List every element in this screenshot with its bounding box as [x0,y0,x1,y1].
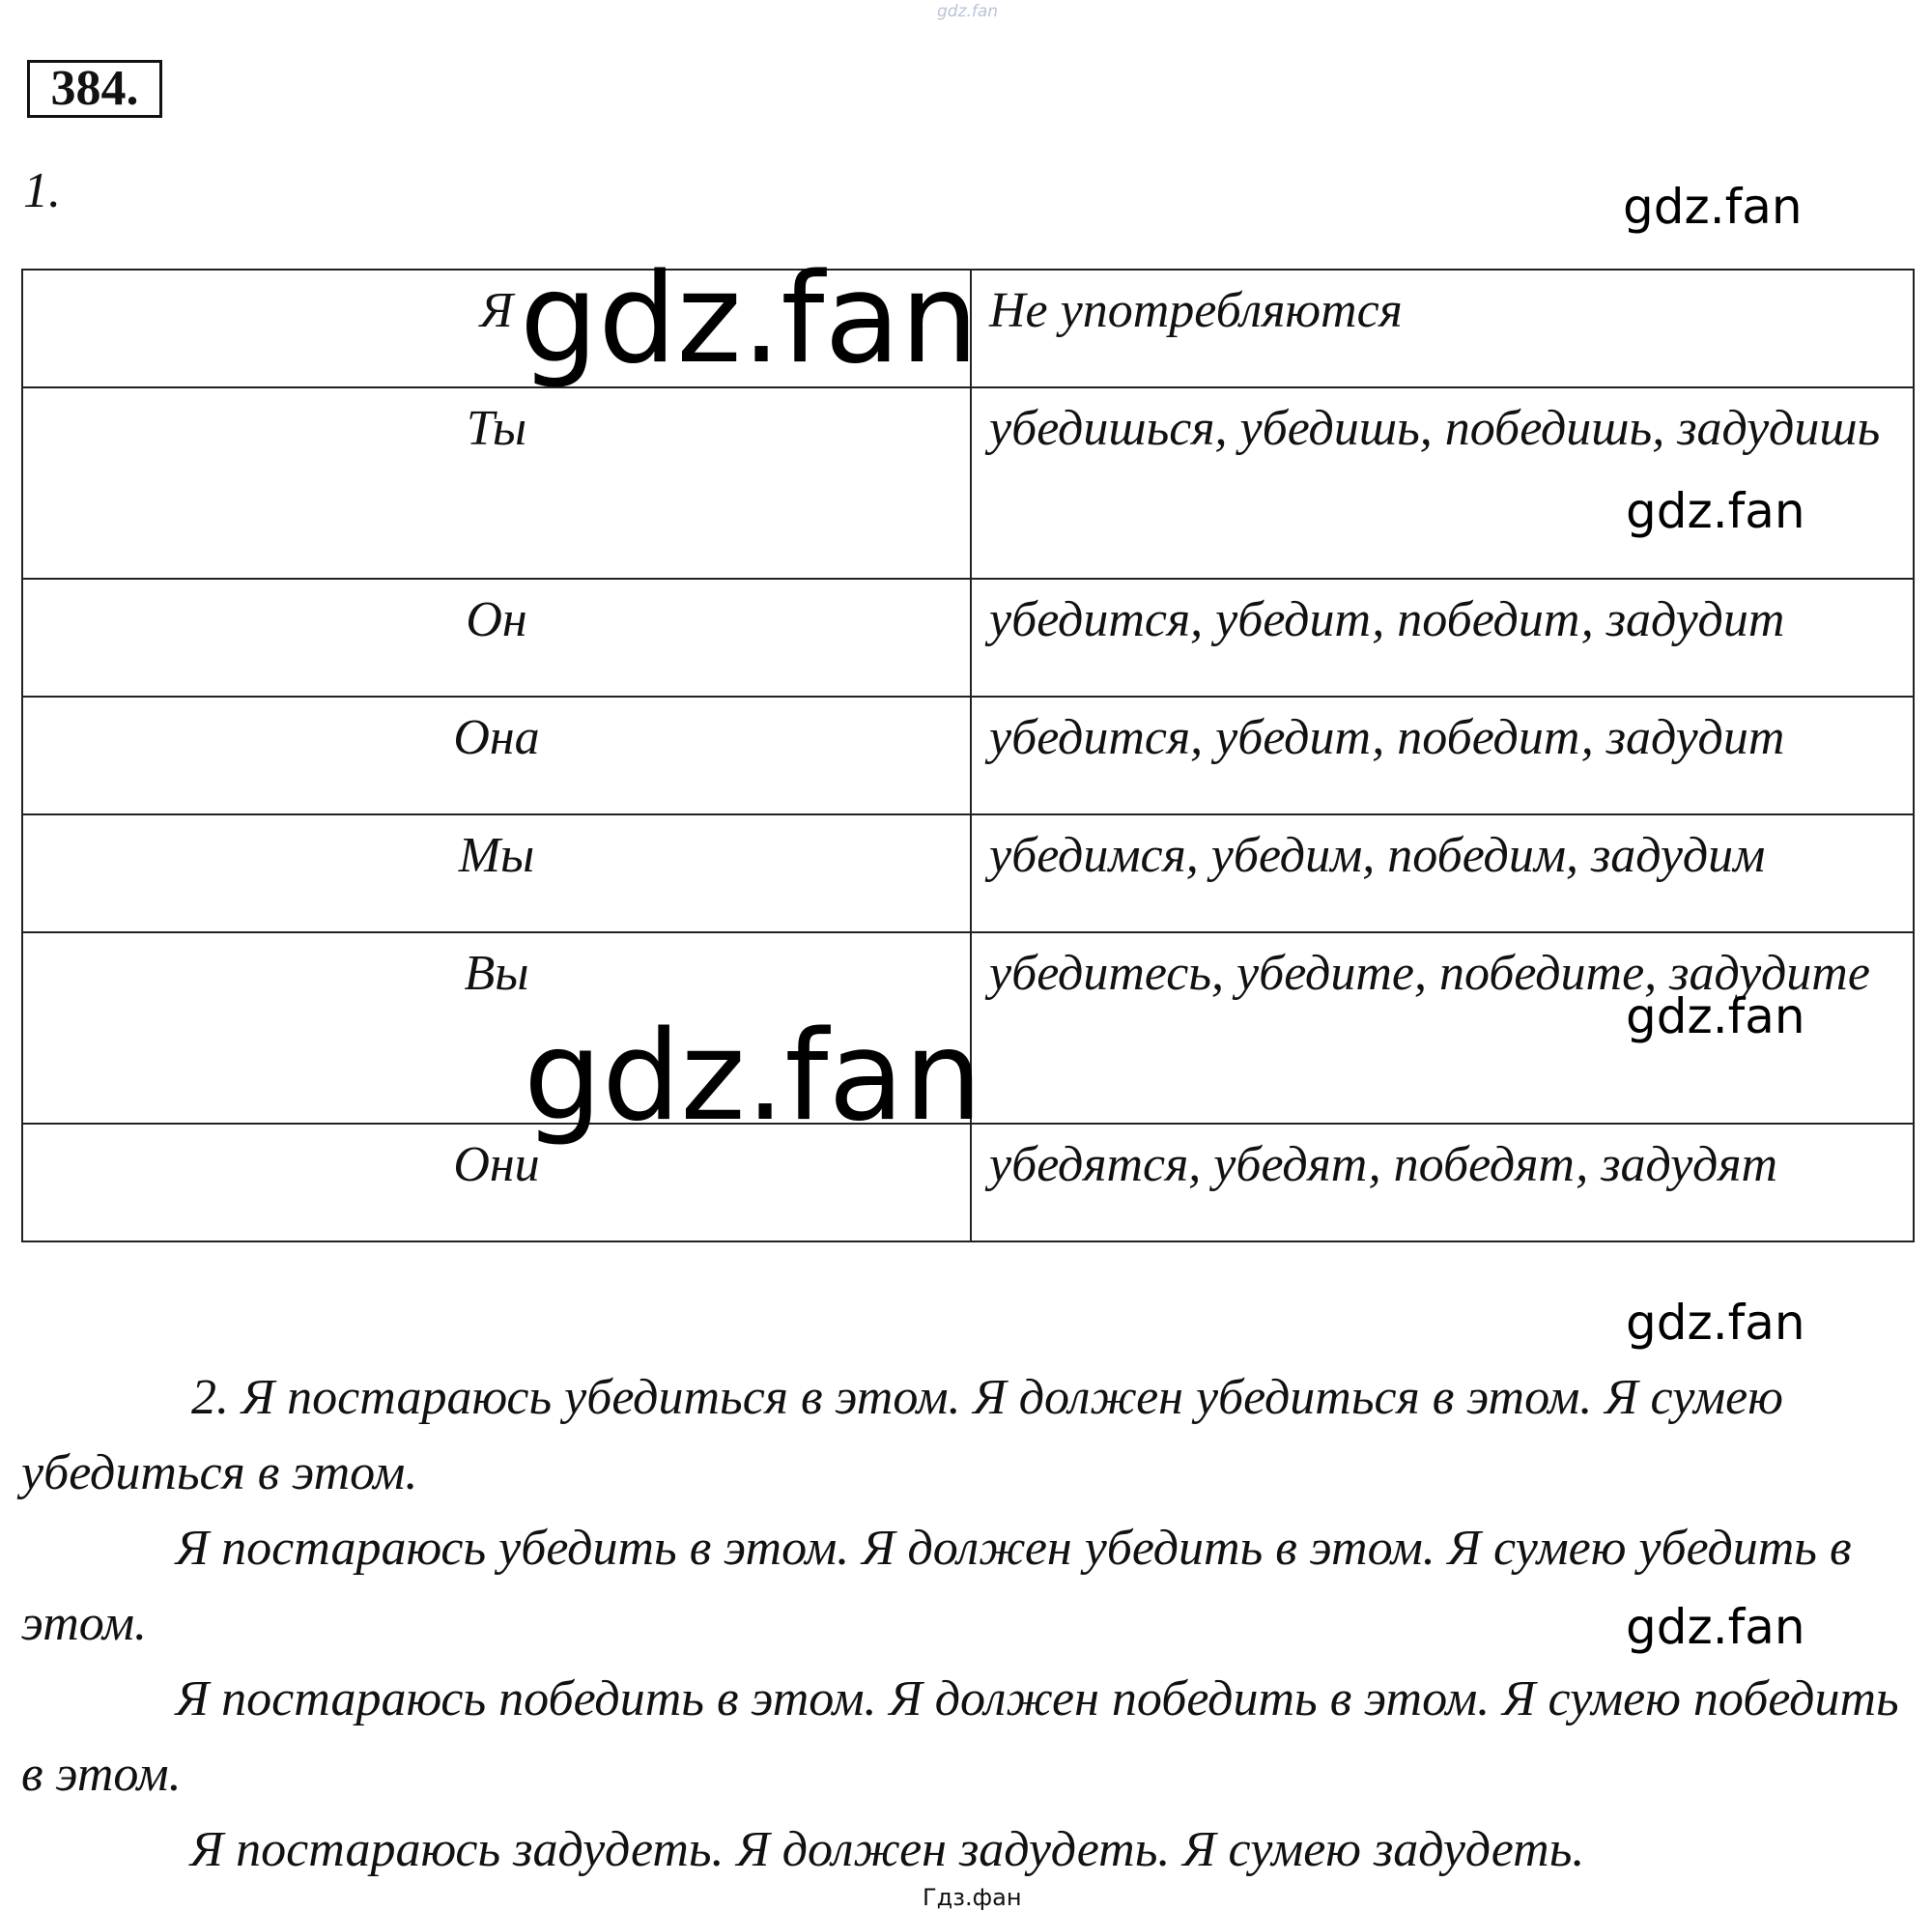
table-row [22,697,1914,814]
watermark: gdz.fan [520,247,979,391]
verb-forms-cell: Не употребляются [971,270,1914,387]
verb-forms-cell: убедимся, убедим, победим, задудим [971,814,1914,932]
watermark: gdz.fan [1626,1599,1805,1655]
watermark: gdz.fan [524,1005,982,1149]
top-watermark: gdz.fan [937,2,999,21]
paragraph: Я постараюсь задудеть. Я должен задудеть. Я сумею задудеть. [190,1822,1585,1877]
bottom-watermark: Гдз.фан [923,1884,1022,1911]
part-one-label: 1. [23,163,61,218]
table-row [22,814,1914,932]
verb-forms-cell: убедитесь, убедите, победите, задудите [971,932,1914,1124]
verb-forms-cell: убедятся, убедят, победят, задудят [971,1124,1914,1241]
pronoun-cell: Он [22,579,971,697]
watermark: gdz.fan [1626,483,1805,539]
verb-forms-cell: убедится, убедит, победит, задудит [971,697,1914,814]
pronoun-cell: Я [22,270,971,387]
pronoun-cell: Она [22,697,971,814]
watermark: gdz.fan [1626,988,1805,1044]
pronoun-cell: Вы [22,932,971,1124]
paragraph: Я постараюсь убедить в этом. Я должен убедить в этом. Я сумею убедить в этом. [21,1521,1852,1651]
paragraph: Я постараюсь победить в этом. Я должен победить в этом. Я сумею победить в этом. [21,1671,1899,1802]
watermark: gdz.fan [1626,1295,1805,1351]
verb-forms-cell: убедится, убедит, победит, задудит [971,579,1914,697]
task-number: 384. [27,60,162,118]
table-row [22,579,1914,697]
paragraph: 2. Я постараюсь убедиться в этом. Я должен убедиться в этом. Я сумею убедиться в этом. [21,1370,1783,1500]
pronoun-cell: Они [22,1124,971,1241]
pronoun-cell: Ты [22,387,971,579]
pronoun-cell: Мы [22,814,971,932]
verb-forms-cell: убедишься, убедишь, победишь, задудишь [971,387,1914,579]
watermark: gdz.fan [1623,179,1803,235]
